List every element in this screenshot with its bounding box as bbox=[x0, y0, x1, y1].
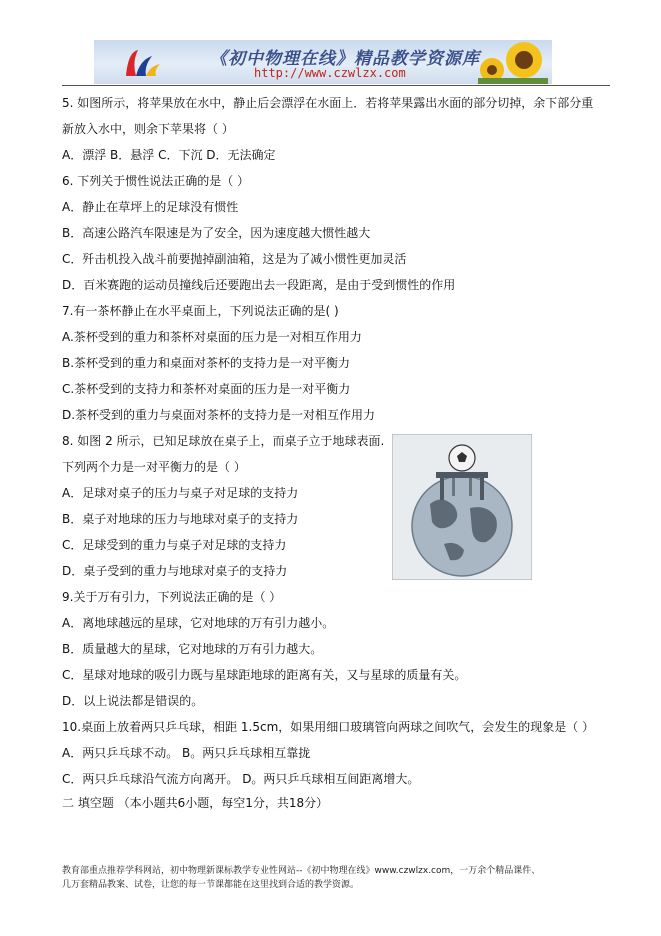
footer-line1: 教育部重点推荐学科网站，初中物理新课标教学专业性网站--《初中物理在线》www.czwlzx.com，一万余个精品课件、 bbox=[62, 866, 541, 876]
section-heading: 二 填空题 （本小题共6小题，每空1分，共18分） bbox=[62, 796, 329, 810]
site-logo-icon bbox=[122, 46, 162, 80]
q10-options-ab: A．两只乒乓球不动。 B。两只乒乓球相互靠拢 bbox=[62, 746, 311, 760]
q8-option-d: D．桌子受到的重力与地球对桌子的支持力 bbox=[62, 564, 288, 578]
q8-option-b: B．桌子对地球的压力与地球对桌子的支持力 bbox=[62, 512, 299, 526]
q6-option-c: C．歼击机投入战斗前要抛掉副油箱，这是为了减小惯性更加灵活 bbox=[62, 252, 407, 266]
q9-option-a: A．离地球越远的星球，它对地球的万有引力越小。 bbox=[62, 616, 335, 630]
q8-stem-line1: 8. 如图 2 所示，已知足球放在桌子上，而桌子立于地球表面. bbox=[62, 434, 385, 448]
q7-stem: 7.有一茶杯静止在水平桌面上，下列说法正确的是( ) bbox=[62, 304, 339, 318]
q6-option-d: D．百米赛跑的运动员撞线后还要跑出去一段距离，是由于受到惯性的作用 bbox=[62, 278, 456, 292]
earth-globe bbox=[412, 476, 512, 576]
q5-options: A．漂浮 B．悬浮 C．下沉 D．无法确定 bbox=[62, 148, 276, 162]
q7-option-d: D.茶杯受到的重力与桌面对茶杯的支持力是一对相互作用力 bbox=[62, 408, 376, 422]
q9-option-d: D．以上说法都是错误的。 bbox=[62, 694, 204, 708]
q9-stem: 9.关于万有引力，下列说法正确的是（ ） bbox=[62, 590, 282, 604]
q6-stem: 6. 下列关于惯性说法正确的是（ ） bbox=[62, 174, 250, 188]
q7-option-a: A.茶杯受到的重力和茶杯对桌面的压力是一对相互作用力 bbox=[62, 330, 362, 344]
q6-option-a: A．静止在草坪上的足球没有惯性 bbox=[62, 200, 239, 214]
header-banner bbox=[94, 40, 552, 84]
q5-stem-line2: 新放入水中，则余下苹果将（ ） bbox=[62, 122, 234, 136]
footer-line2: 几万套精品教案、试卷，让您的每一节课都能在这里找到合适的教学资源。 bbox=[62, 880, 360, 890]
sunflower-icon bbox=[478, 40, 548, 84]
q10-stem: 10.桌面上放着两只乒乓球，相距 1.5cm，如果用细口玻璃管向两球之间吹气，会发生的现象是（ ） bbox=[62, 720, 595, 734]
table-top bbox=[436, 472, 488, 478]
header-rule bbox=[62, 85, 610, 86]
q9-option-c: C．星球对地球的吸引力既与星球距地球的距离有关，又与星球的质量有关。 bbox=[62, 668, 467, 682]
q9-option-b: B．质量越大的星球，它对地球的万有引力越大。 bbox=[62, 642, 323, 656]
q5-stem-line1: 5. 如图所示，将苹果放在水中，静止后会漂浮在水面上．若将苹果露出水面的部分切掉，余下部分重 bbox=[62, 96, 594, 110]
q8-option-a: A．足球对桌子的压力与桌子对足球的支持力 bbox=[62, 486, 299, 500]
banner-title: 《初中物理在线》精品教学资源库 bbox=[210, 49, 480, 69]
ball-table-earth-figure bbox=[392, 434, 532, 580]
q8-stem-line2: 下列两个力是一对平衡力的是（ ） bbox=[62, 460, 246, 474]
q7-option-c: C.茶杯受到的支持力和茶杯对桌面的压力是一对平衡力 bbox=[62, 382, 351, 396]
q10-options-cd: C．两只乒乓球沿气流方向离开。 D。两只乒乓球相互间距离增大。 bbox=[62, 772, 420, 786]
q6-option-b: B．高速公路汽车限速是为了安全，因为速度越大惯性越大 bbox=[62, 226, 371, 240]
q8-option-c: C．足球受到的重力与桌子对足球的支持力 bbox=[62, 538, 287, 552]
banner-url: http://www.czwlzx.com bbox=[254, 66, 406, 80]
q7-option-b: B.茶杯受到的重力和桌面对茶杯的支持力是一对平衡力 bbox=[62, 356, 351, 370]
